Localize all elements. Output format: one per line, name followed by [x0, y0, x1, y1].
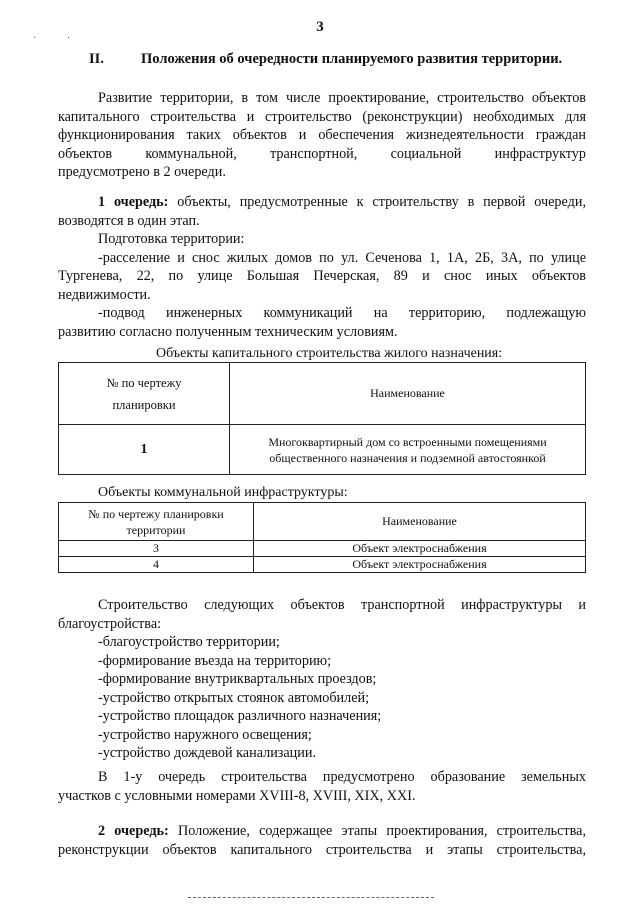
intro-line: капитального строительства и строительство (реконструкции) необходимых для: [58, 108, 586, 125]
table-cell-name: Многоквартирный дом со встроенными помещениями общественного назначения и подземной автостоянкой: [230, 425, 586, 475]
prep-item-line: -подвод инженерных коммуникаций на территорию, подлежащую: [98, 305, 586, 321]
construction-item: -формирование въезда на территорию;: [98, 652, 332, 669]
stage2-line2: реконструкции объектов капитального строительства и этапы строительства,: [58, 841, 586, 858]
construction-line: благоустройства:: [58, 615, 162, 632]
stage2-lead: Положение, содержащее этапы проектирования, строительства,: [168, 823, 586, 839]
prep-title: Подготовка территории:: [98, 231, 245, 247]
table-cell-num: 3: [59, 541, 254, 557]
stage1-paragraph: [58, 193, 586, 341]
prep-item-line: -расселение и снос жилых домов по ул. Сеченова 1, 1А, 2Б, 3А, по улице: [98, 249, 586, 266]
construction-item: -формирование внутриквартальных проездов;: [98, 671, 377, 687]
stage2-paragraph: [58, 822, 586, 859]
table-row: [59, 541, 586, 557]
residential-objects-table: [58, 362, 586, 475]
table-header-cell: Наименование: [254, 503, 586, 541]
table-cell-num: 1: [59, 425, 230, 475]
construction-item: -устройство площадок различного назначения;: [98, 708, 382, 724]
construction-line: Строительство следующих объектов транспортной инфраструктуры и: [98, 597, 586, 613]
stage1-lead: объекты, предусмотренные к строительству в первой очереди,: [168, 194, 586, 210]
plots-line: участков с условными номерами XVIII-8, XVIII, XIX, XXI.: [58, 787, 416, 804]
prep-item-line: недвижимости.: [58, 286, 151, 303]
section-heading: [89, 51, 589, 68]
stage1-line2: возводятся в один этап.: [58, 212, 200, 229]
table-cell-name: Объект электроснабжения: [254, 557, 586, 573]
construction-item: -устройство дождевой канализации.: [98, 745, 317, 761]
section-number: II.: [89, 51, 104, 67]
plots-paragraph: [58, 768, 586, 805]
construction-paragraph: [58, 596, 586, 763]
intro-paragraph: [58, 89, 586, 182]
section-title: Положения об очередности планируемого развития территории.: [141, 51, 563, 67]
intro-line: предусмотрено в 2 очереди.: [58, 164, 226, 180]
table-cell-name: Объект электроснабжения: [254, 541, 586, 557]
prep-item-line: развитию согласно полученным техническим условиям.: [58, 323, 398, 340]
stage1-lead-line: [58, 193, 586, 212]
table-header-cell: Наименование: [230, 363, 586, 425]
construction-item: -устройство наружного освещения;: [98, 726, 312, 743]
utility-objects-table: [58, 502, 586, 573]
table-row: [59, 425, 586, 475]
col1-header-top: № по чертежу: [106, 375, 182, 390]
stage2-label: 2 очередь:: [98, 823, 169, 839]
table-header-row: [59, 363, 586, 425]
col1-header-bottom: планировки: [112, 397, 176, 412]
construction-item: -устройство открытых стоянок автомобилей;: [98, 689, 370, 706]
intro-line: Развитие территории, в том числе проектирование, строительство объектов: [98, 90, 586, 106]
intro-line: функционирования таких объектов и обеспечения жизнедеятельности граждан: [58, 127, 586, 143]
table-header-cell: [59, 363, 230, 425]
scan-specks: · ·: [33, 33, 85, 44]
stage2-lead-line: [58, 822, 586, 841]
bottom-rule: [188, 897, 434, 898]
page-number: 3: [316, 19, 324, 35]
plots-line: В 1-у очередь строительства предусмотрено образование земельных: [98, 769, 586, 785]
intro-line: объектов коммунальной, транспортной, социальной инфраструктур: [58, 145, 586, 162]
table-header-row: [59, 503, 586, 541]
table-header-cell: № по чертежу планировки территории: [59, 503, 254, 541]
prep-item-line: Тургенева, 22, по улице Большая Печерская, 89 и снос иных объектов: [58, 268, 586, 284]
table1-caption: Объекты капитального строительства жилого назначения:: [156, 346, 503, 361]
table2-caption: Объекты коммунальной инфраструктуры:: [98, 485, 348, 500]
table-row: [59, 557, 586, 573]
stage1-label: 1 очередь:: [98, 194, 169, 210]
table-cell-num: 4: [59, 557, 254, 573]
construction-item: -благоустройство территории;: [98, 634, 280, 650]
